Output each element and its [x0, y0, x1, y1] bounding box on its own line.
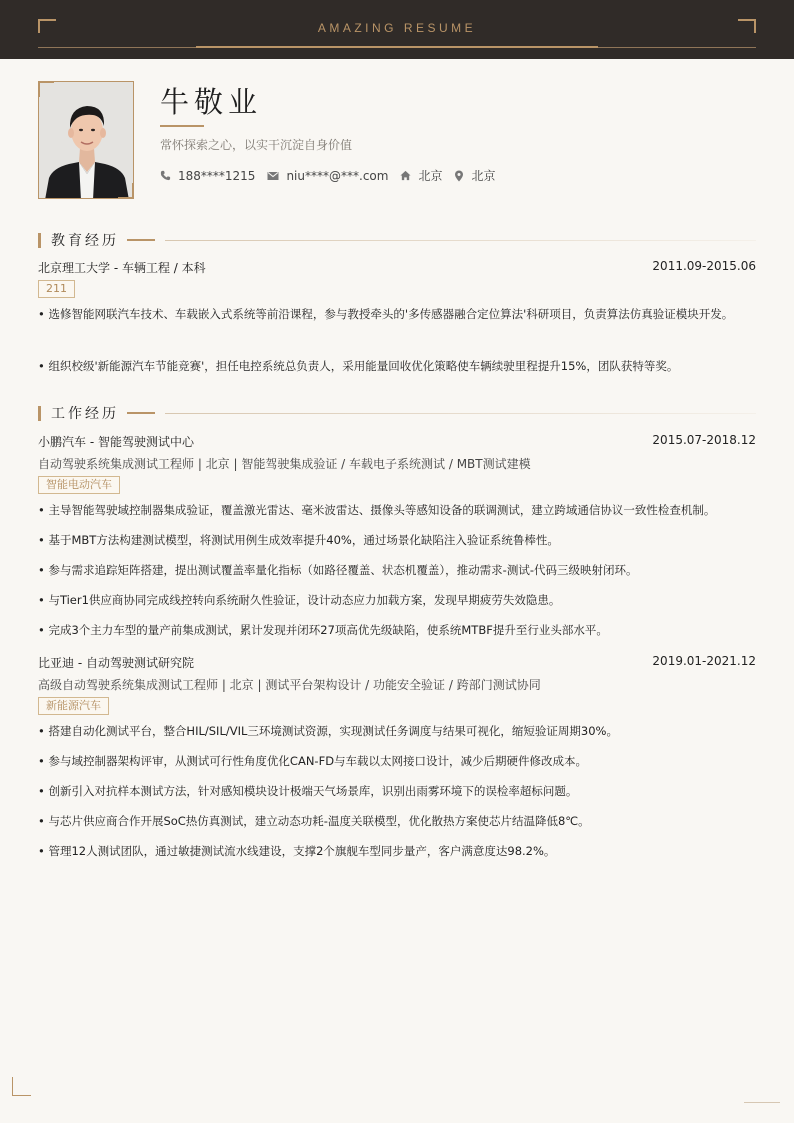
entry-bullet: • 与Tier1供应商协同完成线控转向系统耐久性验证，设计动态应力加载方案，发现早期疲劳失效隐患。	[38, 593, 561, 607]
entry-date: 2011.09-2015.06	[652, 259, 756, 273]
entry-bullet: • 参与需求追踪矩阵搭建，提出测试覆盖率量化指标（如路径覆盖、状态机覆盖），推动需求-测试-代码三级映射闭环。	[38, 563, 638, 577]
entry-bullet: • 与芯片供应商合作开展SoC热仿真测试，建立动态功耗-温度关联模型，优化散热方案使芯片结温降低8℃。	[38, 814, 590, 828]
section-work-heading	[38, 404, 756, 422]
entry-bullet: • 参与域控制器架构评审，从测试可行性角度优化CAN-FD与车载以太网接口设计，减少后期硬件修改成本。	[38, 754, 588, 768]
header-accent-rule	[196, 46, 598, 48]
photo-corner-ornament	[118, 183, 134, 199]
avatar	[38, 81, 134, 199]
corner-ornament	[12, 1077, 31, 1096]
entry-bullet: • 选修智能网联汽车技术、车载嵌入式系统等前沿课程，参与教授牵头的'多传感器融合定位算法'科研项目，负责算法仿真验证模块开发。	[38, 307, 734, 321]
location-pin-icon	[454, 170, 464, 182]
section-marker	[38, 406, 41, 421]
header-band	[0, 0, 794, 59]
phone-icon	[160, 170, 171, 181]
education-entry-header	[38, 259, 756, 276]
footer-rule	[744, 1102, 780, 1103]
entry-role-line: 自动驾驶系统集成测试工程师 | 北京 | 智能驾驶集成验证 / 车载电子系统测试 / MBT测试建模	[38, 457, 531, 471]
entry-tag: 211	[38, 280, 75, 298]
entry-org: 小鹏汽车 - 智能驾驶测试中心	[38, 435, 194, 449]
photo-corner-ornament	[38, 81, 54, 97]
contact-location	[454, 167, 495, 184]
section-accent-rule	[127, 412, 155, 414]
section-accent-rule	[127, 239, 155, 241]
section-divider	[165, 240, 756, 241]
entry-date: 2019.01-2021.12	[652, 654, 756, 668]
entry-bullet: • 基于MBT方法构建测试模型，将测试用例生成效率提升40%，通过场景化缺陷注入验证系统鲁棒性。	[38, 533, 559, 547]
contact-location-text: 北京	[471, 169, 496, 183]
entry-bullet: • 搭建自动化测试平台，整合HIL/SIL/VIL三环境测试资源，实现测试任务调度与结果可视化，缩短验证周期30%。	[38, 724, 618, 738]
contact-phone-text: 188****1215	[178, 168, 256, 183]
entry-tag: 智能电动汽车	[38, 476, 120, 494]
work-entry-header	[38, 654, 756, 671]
entry-org: 北京理工大学 - 车辆工程 / 本科	[38, 261, 206, 275]
section-title: 工作经历	[51, 406, 119, 422]
name-underline	[160, 125, 204, 127]
contact-row	[160, 167, 507, 184]
section-divider	[165, 413, 756, 414]
entry-org: 比亚迪 - 自动驾驶测试研究院	[38, 656, 194, 670]
entry-role-line: 高级自动驾驶系统集成测试工程师 | 北京 | 测试平台架构设计 / 功能安全验证 / 跨部门测试协同	[38, 678, 541, 692]
section-education-heading	[38, 231, 756, 249]
section-title: 教育经历	[51, 233, 119, 249]
contact-home-text: 北京	[418, 169, 443, 183]
entry-date: 2015.07-2018.12	[652, 433, 756, 447]
mail-icon	[267, 171, 279, 181]
candidate-motto: 常怀探索之心，以实干沉淀自身价值	[160, 138, 353, 152]
entry-bullet: • 组织校级'新能源汽车节能竞赛'，担任电控系统总负责人，采用能量回收优化策略使车辆续驶里程提升15%，团队获特等奖。	[38, 359, 679, 373]
contact-phone[interactable]	[160, 169, 255, 183]
entry-tag: 新能源汽车	[38, 697, 109, 715]
work-entry-header	[38, 433, 756, 450]
entry-bullet: • 创新引入对抗样本测试方法，针对感知模块设计极端天气场景库，识别出雨雾环境下的误检率超标问题。	[38, 784, 578, 798]
brand-title: AMAZING RESUME	[317, 21, 477, 35]
entry-bullet: • 管理12人测试团队，通过敏捷测试流水线建设，支撑2个旗舰车型同步量产，客户满意度达98.2%。	[38, 844, 556, 858]
home-icon	[400, 170, 411, 181]
entry-bullet: • 完成3个主力车型的量产前集成测试，累计发现并闭环27项高优先级缺陷，使系统MTBF提升至行业头部水平。	[38, 623, 608, 637]
section-marker	[38, 233, 41, 248]
entry-bullet: • 主导智能驾驶域控制器集成验证，覆盖激光雷达、毫米波雷达、摄像头等感知设备的联调测试，建立跨域通信协议一致性检查机制。	[38, 503, 716, 517]
contact-home	[400, 167, 442, 184]
contact-email[interactable]	[267, 169, 388, 183]
candidate-name: 牛敬业	[160, 85, 263, 119]
portrait-photo	[39, 82, 134, 199]
contact-email-text: niu****@***.com	[286, 168, 389, 183]
